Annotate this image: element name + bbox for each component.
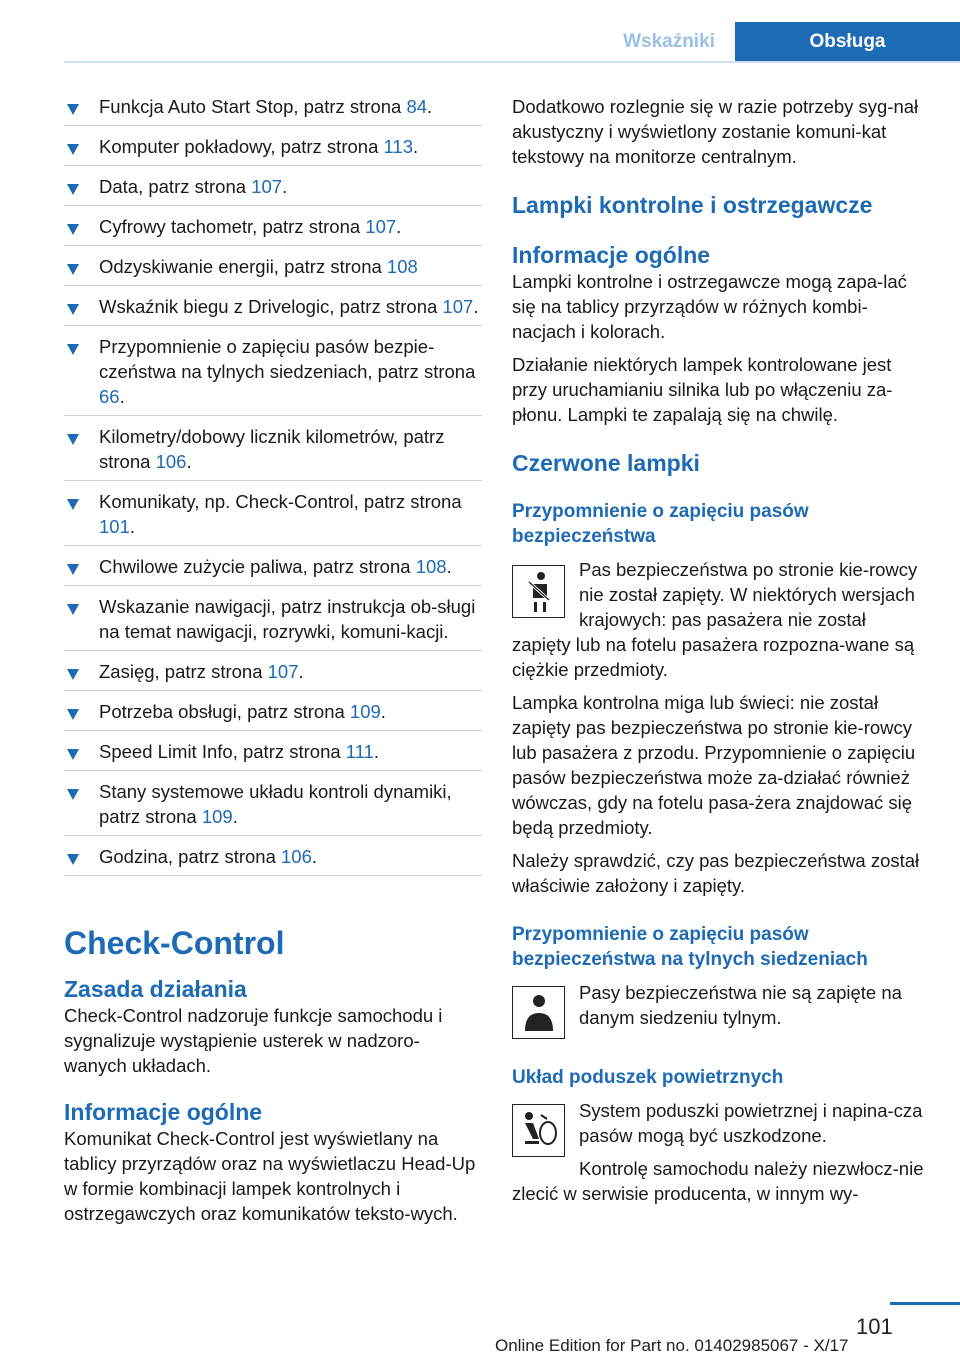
- page-reference-link[interactable]: 113: [383, 136, 413, 157]
- paragraph-lamps-combinations: Lampki kontrolne i ostrzegawcze mogą zapa‐lać się na tablicy przyrządów w różnych kombi‐nacjach i kolorach.: [512, 271, 907, 342]
- bullet-triangle-icon: [67, 434, 79, 445]
- page-reference-link[interactable]: 101: [99, 516, 130, 537]
- page-reference-link[interactable]: 111: [345, 741, 374, 762]
- header-rule: [64, 61, 960, 63]
- list-item-tail: .: [473, 296, 479, 317]
- list-item-tail: .: [119, 386, 125, 407]
- list-item-tail: .: [282, 176, 288, 197]
- right-column: [512, 94, 925, 1206]
- seatbelt-warning-icon: [512, 565, 565, 618]
- list-item-text: Chwilowe zużycie paliwa, patrz strona: [99, 556, 416, 577]
- bullet-triangle-icon: [67, 344, 79, 355]
- heading-warning-lamps: Lampki kontrolne i ostrzegawcze: [512, 192, 873, 218]
- list-item-text: Komunikaty, np. Check-Control, patrz strona: [99, 491, 462, 512]
- list-item: [64, 326, 482, 416]
- list-item-text: Odzyskiwanie energii, patrz strona: [99, 256, 387, 277]
- list-item-tail: .: [232, 806, 238, 827]
- list-item: [64, 246, 482, 286]
- list-item-tail: .: [186, 451, 192, 472]
- list-item-tail: .: [298, 661, 304, 682]
- bullet-triangle-icon: [67, 749, 79, 760]
- bullet-triangle-icon: [67, 499, 79, 510]
- list-item-tail: .: [427, 96, 433, 117]
- bullet-triangle-icon: [67, 564, 79, 575]
- heading-red-lamps: Czerwone lampki: [512, 450, 700, 476]
- list-item-text: Wskazanie nawigacji, patrz instrukcja ob‐sługi na temat nawigacji, rozrywki, komuni‐kacji.: [99, 596, 476, 642]
- list-item: [64, 651, 482, 691]
- page-reference-link[interactable]: 106: [281, 846, 312, 867]
- paragraph-seatbelt-lamp: Lampka kontrolna miga lub świeci: nie został zapięty pas bezpieczeństwa po stronie kie‐rowcy lub pasażera z przodu. Przypomnienie o zapięciu pasów bezpieczeństwa może za‐działać również wówczas, gdy na fotelu pasa‐żera znajdować się będą przedmioty.: [512, 692, 916, 838]
- list-item: [64, 481, 482, 546]
- rear-seatbelt-icon: [512, 986, 565, 1039]
- airbag-warning-icon: [512, 1104, 565, 1157]
- bullet-triangle-icon: [67, 304, 79, 315]
- bullet-triangle-icon: [67, 669, 79, 680]
- list-item: [64, 286, 482, 326]
- list-item: [64, 691, 482, 731]
- page-reference-link[interactable]: 106: [155, 451, 187, 472]
- paragraph-airbag-damage: System poduszki powietrznej i napina‐cza pasów mogą być uszkodzone.: [579, 1100, 923, 1146]
- page-reference-link[interactable]: 107: [442, 296, 474, 317]
- list-item-text: Zasięg, patrz strona: [99, 661, 268, 682]
- page-reference-link[interactable]: 108: [386, 256, 418, 277]
- heading-airbag-system: Układ poduszek powietrznych: [512, 1067, 784, 1088]
- paragraph-seatbelt-driver: Pas bezpieczeństwa po stronie kie‐rowcy nie został zapięty. W niektórych wersjach krajowych: pas pasażera nie został zapięty lub na fotelu pasażera rozpozna‐wane są ciężkie przedmioty.: [512, 559, 918, 680]
- heading-principle: Zasada działania: [64, 976, 247, 1002]
- bullet-triangle-icon: [67, 789, 79, 800]
- list-item-tail: .: [129, 516, 136, 537]
- list-item-text: Kilometry/dobowy licznik kilometrów, patrz strona: [99, 426, 445, 472]
- list-item-text: Cyfrowy tachometr, patrz strona: [99, 216, 366, 237]
- airbag-block: [512, 1098, 925, 1206]
- list-item: [64, 126, 482, 166]
- list-item: [64, 94, 482, 126]
- list-item-text: Przypomnienie o zapięciu pasów bezpie‐czeństwa na tylnych siedzeniach, patrz strona: [99, 336, 476, 382]
- bullet-triangle-icon: [67, 144, 79, 155]
- page-reference-link[interactable]: 66: [99, 386, 120, 407]
- heading-general-info: Informacje ogólne: [64, 1099, 263, 1125]
- bullet-triangle-icon: [67, 264, 79, 275]
- list-item-text: Stany systemowe układu kontroli dynamiki, patrz strona: [99, 781, 452, 827]
- page-reference-link[interactable]: 107: [251, 176, 283, 197]
- paragraph-airbag-service: Kontrolę samochodu należy niezwłocz‐nie zlecić w serwisie producenta, w innym wy-: [512, 1158, 924, 1204]
- list-item-text: Speed Limit Info, patrz strona: [99, 741, 346, 762]
- list-item-text: Komputer pokładowy, patrz strona: [99, 136, 384, 157]
- page-reference-link[interactable]: 107: [267, 661, 299, 682]
- section-title-check-control: Check-Control: [64, 925, 285, 961]
- list-item: [64, 731, 482, 771]
- list-item: [64, 771, 482, 836]
- heading-seatbelt-reminder: Przypomnienie o zapięciu pasów bezpieczeństwa: [512, 501, 809, 547]
- page-reference-link[interactable]: 107: [365, 216, 397, 237]
- bullet-triangle-icon: [67, 104, 79, 115]
- bullet-triangle-icon: [67, 604, 79, 615]
- header-tab-indicators[interactable]: Wskaźniki: [623, 31, 715, 52]
- bullet-triangle-icon: [67, 854, 79, 865]
- list-item-tail: .: [446, 556, 452, 577]
- list-item-text: Wskaźnik biegu z Drivelogic, patrz strona: [99, 296, 443, 317]
- list-item: [64, 836, 482, 876]
- paragraph-seatbelt-check: Należy sprawdzić, czy pas bezpieczeństwa został właściwie założony i zapięty.: [512, 850, 920, 896]
- list-item: [64, 416, 482, 481]
- bullet-triangle-icon: [67, 224, 79, 235]
- footer-rule: [890, 1302, 960, 1305]
- page-reference-link[interactable]: 108: [415, 556, 447, 577]
- list-item: [64, 586, 482, 651]
- list-item-tail: .: [373, 741, 380, 762]
- list-item: [64, 206, 482, 246]
- header-tab-operation[interactable]: Obsługa: [735, 22, 960, 62]
- list-item-text: Funkcja Auto Start Stop, patrz strona: [99, 96, 407, 117]
- list-item-tail: .: [413, 136, 419, 157]
- paragraph-lamps-check: Działanie niektórych lampek kontrolowane jest przy uruchamianiu silnika lub po włączeniu za‐płonu. Lampki te zapalają się na chwilę.: [512, 354, 893, 425]
- list-item: [64, 546, 482, 586]
- page-reference-link[interactable]: 84: [406, 96, 428, 117]
- paragraph-rear-seatbelt: Pasy bezpieczeństwa nie są zapięte na danym siedzeniu tylnym.: [579, 982, 902, 1028]
- heading-rear-seatbelt-reminder: Przypomnienie o zapięciu pasów bezpieczeństwa na tylnych siedzeniach: [512, 924, 868, 970]
- page-reference-link[interactable]: 109: [349, 701, 381, 722]
- seatbelt-block: [512, 557, 925, 682]
- list-item: [64, 166, 482, 206]
- bullet-triangle-icon: [67, 184, 79, 195]
- paragraph-general-info: Komunikat Check-Control jest wyświetlany na tablicy przyrządów oraz na wyświetlaczu Head-Up w formie kombinacji lampek kontrolnych i ostrzegawczych oraz komunikatów teksto‐wych.: [64, 1128, 476, 1224]
- list-item-text: Potrzeba obsługi, patrz strona: [99, 701, 350, 722]
- left-column: [64, 94, 482, 1226]
- display-elements-list: [64, 94, 482, 876]
- list-item-tail: .: [311, 846, 318, 867]
- heading-general-info-lamps: Informacje ogólne: [512, 242, 711, 268]
- edition-footer: Online Edition for Part no. 01402985067 - X/17: [495, 1336, 849, 1355]
- list-item-text: Godzina, patrz strona: [99, 846, 282, 867]
- list-item-tail: .: [380, 701, 386, 722]
- bullet-triangle-icon: [67, 709, 79, 720]
- paragraph-acoustic-signal: Dodatkowo rozlegnie się w razie potrzeby syg‐nał akustyczny i wyświetlony zostanie komuni‐kat tekstowy na monitorze centralnym.: [512, 96, 919, 167]
- page-number: 101: [856, 1314, 893, 1339]
- list-item-tail: .: [396, 216, 402, 237]
- paragraph-principle: Check-Control nadzoruje funkcje samochodu i sygnalizuje wystąpienie usterek w nadzoro‐wanych układach.: [64, 1005, 443, 1076]
- page-reference-link[interactable]: 109: [201, 806, 233, 827]
- list-item-text: Data, patrz strona: [99, 176, 252, 197]
- rear-seatbelt-block: [512, 980, 925, 1043]
